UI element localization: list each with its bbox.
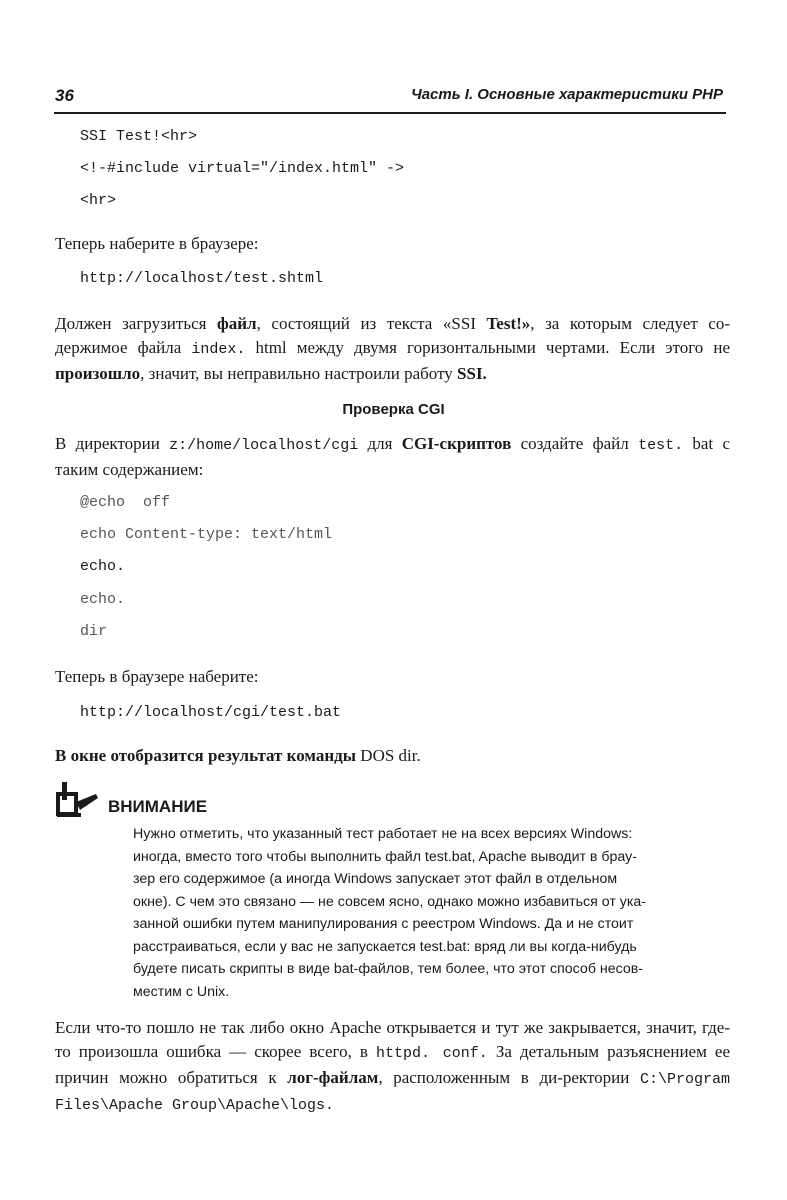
warning-title: ВНИМАНИЕ [108, 797, 208, 816]
warning-line: расстраиваться, если у вас не запускается test.bat: вряд ли вы когда-нибудь [133, 938, 637, 955]
bat-code-line-5: dir [80, 623, 108, 640]
bat-code-line-4: echo. [80, 591, 126, 608]
bat-code-line-1: @echo off [80, 494, 171, 511]
header-rule [54, 112, 726, 114]
bat-code-line-3: echo. [80, 558, 126, 575]
ssi-code-line-1: SSI Test!<hr> [80, 128, 198, 145]
chapter-title: Часть I. Основные характеристики PHP [411, 86, 723, 103]
warning-line: занной ошибки путем манипулирования с реестром Windows. Да и не стоит [133, 916, 634, 932]
paragraph-cgi-dir: В директории z:/home/localhost/cgi для CGI-скриптов создайте файл test. bat с таким содержанием: [55, 434, 730, 479]
bat-code-line-2: echo Content-type: text/html [80, 526, 333, 543]
paragraph-type-url: Теперь в браузере наберите: [55, 667, 259, 686]
warning-line: будете писать скрипты в виде bat-файлов, тем более, что этот способ несов- [133, 961, 644, 977]
warning-hand-icon [56, 780, 100, 820]
page-number: 36 [55, 86, 74, 105]
warning-line: зер его содержимое (а иногда Windows запускает этот файл в отдельном [133, 871, 618, 887]
ssi-code-line-2: <!-#include virtual="/index.html" -> [80, 160, 405, 177]
paragraph-apache-errors: Если что-то пошло не так либо окно Apache открывается и тут же закрывается, значит, где-то произошла ошибка — скорее всего, в httpd. conf. За детальным разъяснением ее причин можно обратиться к лог-файлам, расположенным в ди-ректории C:\Program Files\Apache Group\Apache\logs. [55, 1018, 730, 1114]
paragraph-dos-result: В окне отобразится результат команды DOS dir. [55, 746, 421, 765]
warning-body [133, 823, 733, 1003]
warning-line: Нужно отметить, что указанный тест работает не на всех версиях Windows: [133, 826, 633, 842]
warning-line: окне). С чем это связано — не совсем ясно, однако можно избавиться от ука- [133, 893, 646, 910]
url-test-bat: http://localhost/cgi/test.bat [80, 704, 342, 721]
paragraph-type-in-browser: Теперь наберите в браузере: [55, 234, 259, 253]
paragraph-ssi-result: Должен загрузиться файл, состоящий из текста «SSI Test!», за которым следует со-держимое файла index. html между двумя горизонтальными чертами. Если этого не произошло, значит, вы неправильно настроили работу SSI. [55, 314, 731, 383]
url-test-shtml: http://localhost/test.shtml [80, 270, 324, 287]
warning-line: местим с Unix. [133, 983, 230, 1000]
section-title: Проверка CGI [342, 401, 445, 418]
ssi-code-line-3: <hr> [80, 192, 117, 209]
warning-line: иногда, вместо того чтобы выполнить файл test.bat, Apache выводит в брау- [133, 848, 637, 865]
